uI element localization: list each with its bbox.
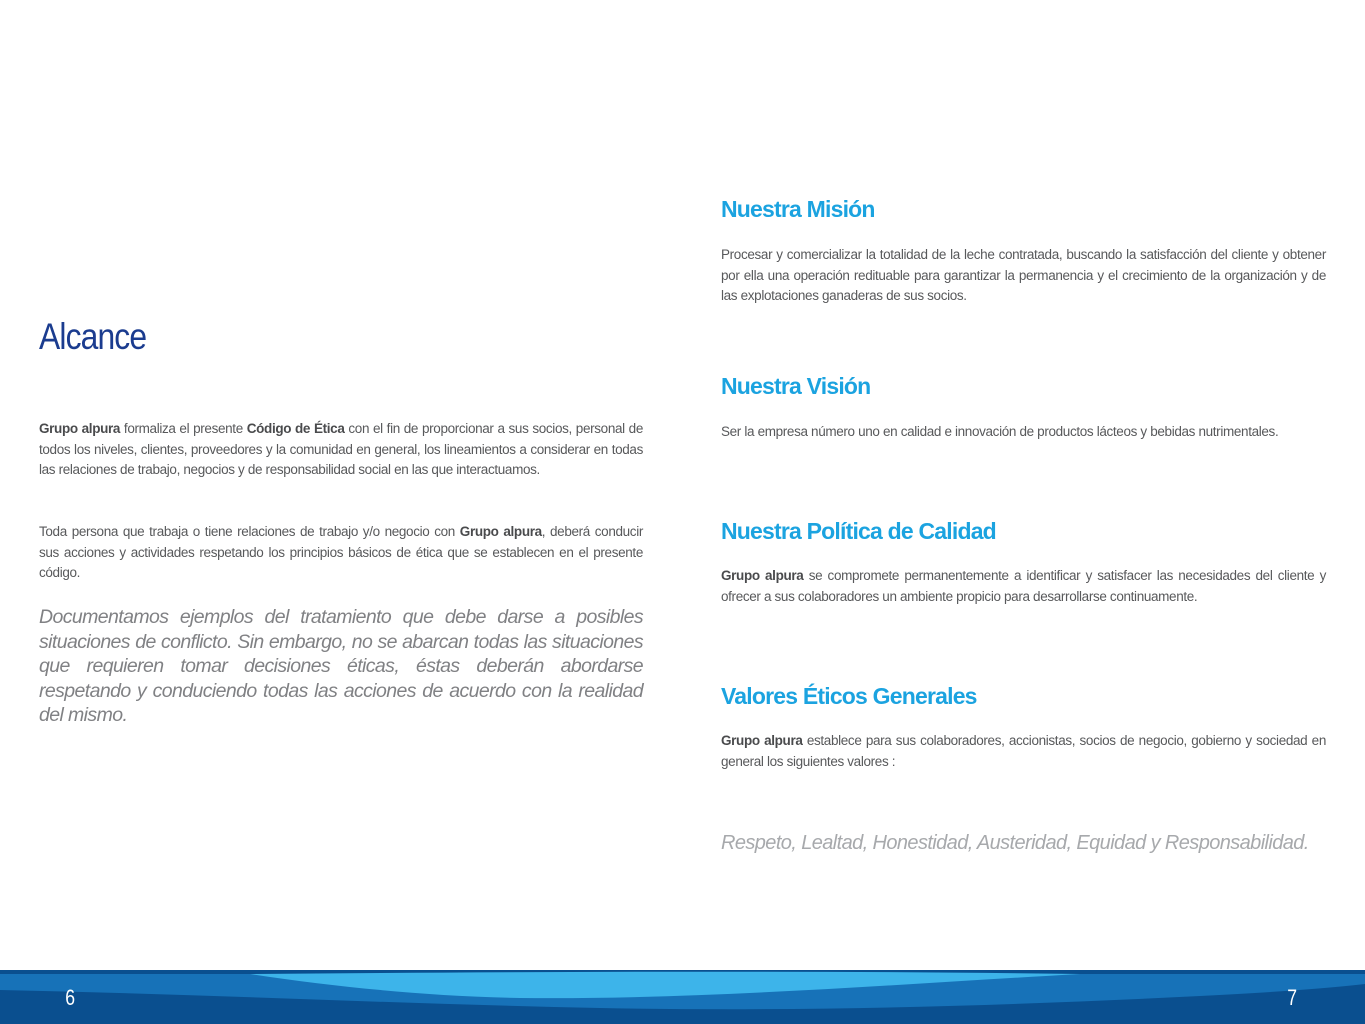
alcance-paragraph-2	[39, 522, 643, 584]
text-span: establece para sus colaboradores, accionistas, socios de negocio, gobierno y sociedad en general los siguientes valores :	[721, 733, 1326, 769]
text-span: con el fin de proporcionar a sus socios, personal de todos los niveles, clientes, proveedores y la comunidad en general, los lineamientos a considerar en todas las relaciones de trabajo, negocios y de responsabilidad social en las que interactuamos.	[39, 421, 643, 477]
text-span: Toda persona que trabaja o tiene relaciones de trabajo y/o negocio con	[39, 524, 460, 539]
alcance-paragraph-1	[39, 419, 643, 481]
calidad-title: Nuestra Política de Calidad	[721, 518, 996, 544]
brand-name: Grupo alpura	[721, 733, 803, 748]
page-number-right: 7	[1287, 985, 1298, 1010]
valores-list: Respeto, Lealtad, Honestidad, Austeridad, Equidad y Responsabilidad.	[721, 832, 1309, 854]
brand-name: Grupo alpura	[721, 568, 804, 583]
brand-name: Grupo alpura	[39, 421, 121, 436]
mision-title: Nuestra Misión	[721, 196, 875, 222]
alcance-title: Alcance	[39, 316, 147, 357]
left-page	[39, 0, 643, 970]
footer-wave-graphic	[0, 970, 1365, 1024]
alcance-italic-paragraph: Documentamos ejemplos del tratamiento que debe darse a posibles situaciones de conflicto. Sin embargo, no se abarcan todas las situaciones que requieren tomar decisiones éticas, éstas deberán abordarse respetando y conduciendo todas las acciones de acuerdo con la realidad del mismo.	[39, 606, 643, 726]
vision-title: Nuestra Visión	[721, 373, 871, 399]
page-number-left: 6	[65, 985, 76, 1010]
mision-text: Procesar y comercializar la totalidad de la leche contratada, buscando la satisfacción del cliente y obtener por ella una operación redituable para garantizar la permanencia y el crecimiento de la organización y de las explotaciones ganaderas de sus socios.	[721, 247, 1326, 303]
text-span: formaliza el presente	[120, 421, 247, 436]
right-page	[721, 0, 1326, 970]
vision-text: Ser la empresa número uno en calidad e innovación de productos lácteos y bebidas nutrimentales.	[721, 424, 1279, 439]
footer-wave-band	[0, 970, 1365, 1024]
text-span: se compromete permanentemente a identificar y satisfacer las necesidades del cliente y ofrecer a sus colaboradores un ambiente propicio para desarrollarse continuamente.	[721, 568, 1326, 604]
text-span: , deberá conducir sus acciones y actividades respetando los principios básicos de ética que se establecen en el presente código.	[39, 524, 643, 580]
brand-name: Grupo alpura	[459, 524, 542, 539]
code-name: Código de Ética	[246, 421, 345, 436]
valores-title: Valores Éticos Generales	[721, 683, 977, 709]
valores-text	[721, 731, 1326, 772]
calidad-text	[721, 566, 1326, 607]
